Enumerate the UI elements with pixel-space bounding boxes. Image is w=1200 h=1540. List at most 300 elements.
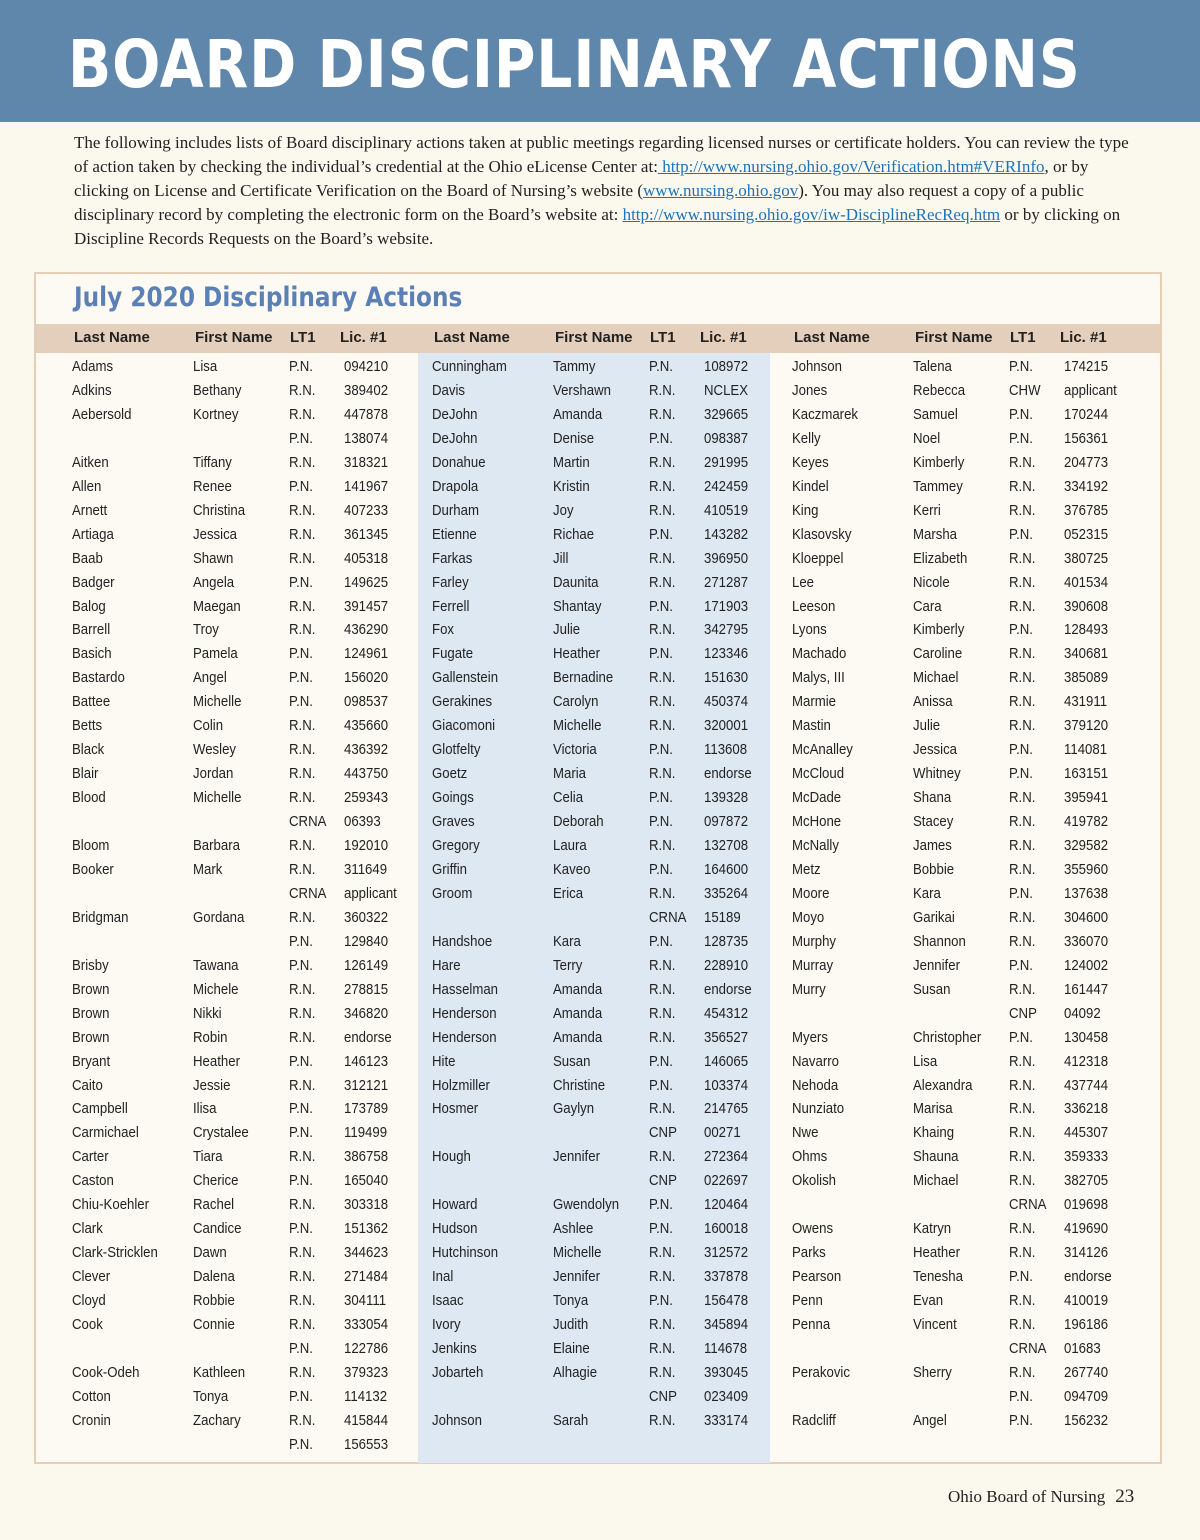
last-name: Lee [792,573,815,591]
license-type: P.N. [1009,884,1033,902]
first-name: Wesley [193,741,237,759]
license-type: R.N. [649,501,676,519]
license-type: R.N. [1009,1052,1036,1070]
table-row [36,502,1160,526]
first-name: Garikai [913,908,955,926]
last-name: Klasovsky [792,525,852,543]
last-name: King [792,501,819,519]
first-name: Troy [193,621,219,639]
table-row [36,382,1160,406]
table-row [36,813,1160,837]
license-type: R.N. [289,549,316,567]
license-number: 114132 [344,1387,388,1405]
last-name: Brown [72,1028,110,1046]
first-name: Jennifer [553,1148,600,1166]
first-name: Deborah [553,813,604,831]
last-name: Nunziato [792,1100,845,1118]
last-name: McDade [792,789,842,807]
license-type: R.N. [289,501,316,519]
license-type: P.N. [289,645,313,663]
last-name: Aitken [72,453,109,471]
license-type: P.N. [289,669,313,687]
license-type: R.N. [649,669,676,687]
first-name: Mark [193,860,223,878]
last-name: Kelly [792,429,821,447]
last-name: Brown [72,1004,110,1022]
last-name: Parks [792,1244,826,1262]
license-type: P.N. [289,1052,313,1070]
last-name: Brown [72,980,110,998]
license-number: 271484 [344,1268,389,1286]
last-name: Cunningham [432,358,507,375]
first-name: Sherry [913,1363,952,1381]
license-type: R.N. [289,789,316,807]
first-name: Lisa [193,358,218,375]
first-name: Shawn [193,549,234,567]
last-name: Malys, III [792,669,845,687]
first-name: Tawana [193,956,239,974]
license-number: 126149 [344,956,389,974]
first-name: Whitney [913,765,961,783]
table-header [36,324,1160,353]
license-number: 361345 [344,525,389,543]
license-type: P.N. [649,525,673,543]
first-name: Bobbie [913,860,955,878]
license-type: R.N. [1009,549,1036,567]
license-number: 415844 [344,1411,389,1429]
table-row [36,454,1160,478]
license-type: R.N. [1009,573,1036,591]
license-type: P.N. [649,741,673,759]
license-type: P.N. [289,477,313,495]
last-name: Radcliff [792,1411,836,1429]
license-number: 454312 [704,1004,749,1022]
license-type: R.N. [1009,908,1036,926]
license-number: 01683 [1064,1339,1101,1357]
license-type: P.N. [1009,765,1033,783]
last-name: McHone [792,813,842,831]
license-number: 171903 [704,597,749,615]
table-row [36,909,1160,933]
last-name: Blair [72,765,99,783]
last-name: Kloeppel [792,549,844,567]
last-name: Hough [432,1148,471,1166]
last-name: Caito [72,1076,103,1094]
license-type: R.N. [289,1004,316,1022]
license-type: P.N. [649,860,673,878]
license-number: 395941 [1064,789,1109,807]
first-name: Sarah [553,1411,589,1429]
license-number: 098387 [704,429,749,447]
license-number: 436290 [344,621,389,639]
license-number: 214765 [704,1100,749,1118]
license-type: P.N. [289,693,313,711]
last-name: Badger [72,573,115,591]
license-type: R.N. [1009,501,1036,519]
license-number: 052315 [1064,525,1109,543]
first-name: Angela [193,573,235,591]
first-name: Alhagie [553,1363,598,1381]
header-last-name: Last Name [434,329,510,346]
table-row [36,1148,1160,1172]
license-number: applicant [1064,381,1117,399]
first-name: Alexandra [913,1076,973,1094]
license-type: P.N. [1009,1411,1033,1429]
license-number: 335264 [704,884,749,902]
last-name: Handshoe [432,932,493,950]
table-row [36,1029,1160,1053]
table-row [36,1292,1160,1316]
license-type: R.N. [1009,1220,1036,1238]
license-number: 386758 [344,1148,389,1166]
license-number: 023409 [704,1387,749,1405]
license-type: R.N. [289,741,316,759]
verification-link[interactable]: http://www.nursing.ohio.gov/Verification.htm#VERInfo [657,157,1045,176]
license-type: P.N. [649,1052,673,1070]
license-number: 437744 [1064,1076,1109,1094]
first-name: Colin [193,717,224,735]
last-name: Howard [432,1196,478,1214]
table-row [36,717,1160,741]
last-name: Clark [72,1220,103,1238]
last-name: Navarro [792,1052,839,1070]
first-name: Amanda [553,1028,603,1046]
table-row [36,1077,1160,1101]
license-number: 173789 [344,1100,389,1118]
first-name: Nikki [193,1004,222,1022]
last-name: Johnson [792,358,842,375]
last-name: Gallenstein [432,669,499,687]
license-number: applicant [344,884,397,902]
license-number: 382705 [1064,1172,1109,1190]
license-type: P.N. [1009,405,1033,423]
table-row [36,957,1160,981]
first-name: Shannon [913,932,966,950]
license-type: R.N. [1009,669,1036,687]
license-number: 355960 [1064,860,1109,878]
license-number: 393045 [704,1363,749,1381]
first-name: Amanda [553,1004,603,1022]
license-number: 094709 [1064,1387,1109,1405]
license-type: P.N. [649,358,673,375]
license-number: 151362 [344,1220,389,1238]
license-number: 113608 [704,741,748,759]
license-type: R.N. [289,837,316,854]
first-name: Heather [193,1052,240,1070]
license-number: 114678 [704,1339,748,1357]
last-name: Johnson [432,1411,482,1429]
last-name: Holzmiller [432,1076,490,1094]
intro-text-1: The following includes lists of Board disciplinary actions taken at public meetings regarding licensed nurses or certificate holders. You can review the type of action taken by checking the individual’s credential at the Ohio eLicense Center at: [74,133,1129,176]
last-name: Jones [792,381,828,399]
last-name: Cook-Odeh [72,1363,140,1381]
license-type: CNP [649,1124,677,1142]
last-name: Carter [72,1148,109,1166]
license-number: 379323 [344,1363,389,1381]
first-name: Robbie [193,1292,235,1310]
first-name: Denise [553,429,595,447]
first-name: Julie [913,717,941,735]
intro-text-3: ). You may also request a copy of a public disciplinary record by completing the electronic form on the Board’s website at: [74,181,1084,224]
license-type: P.N. [289,1100,313,1118]
license-number: 156361 [1064,429,1109,447]
first-name: Tammy [553,358,596,375]
license-number: 272364 [704,1148,749,1166]
table-row [36,837,1160,861]
header-last-name: Last Name [74,329,150,346]
first-name: Julie [553,621,581,639]
license-number: 312121 [344,1076,389,1094]
first-name: Kristin [553,477,590,495]
license-number: 022697 [704,1172,749,1190]
last-name: Gregory [432,837,480,854]
first-name: Victoria [553,741,597,759]
first-name: Jessica [913,741,958,759]
last-name: Booker [72,860,114,878]
last-name: Durham [432,501,479,519]
last-name: Griffin [432,860,467,878]
license-type: R.N. [1009,477,1036,495]
license-number: 450374 [704,693,749,711]
license-number: 137638 [1064,884,1109,902]
table-row [36,406,1160,430]
last-name: Carmichael [72,1124,139,1142]
license-number: 163151 [1064,765,1109,783]
license-type: P.N. [1009,1028,1033,1046]
table-row [36,621,1160,645]
license-type: P.N. [289,1435,313,1453]
license-type: R.N. [289,765,316,783]
license-type: P.N. [289,1172,313,1190]
first-name: Tonya [193,1387,229,1405]
table-row [36,550,1160,574]
license-type: R.N. [1009,645,1036,663]
license-number: 267740 [1064,1363,1109,1381]
last-name: Isaac [432,1292,464,1310]
license-number: 170244 [1064,405,1109,423]
license-type: R.N. [289,453,316,471]
first-name: Tammey [913,477,963,495]
table-row [36,741,1160,765]
license-type: P.N. [1009,1268,1033,1286]
page-banner [0,0,1200,122]
last-name: Henderson [432,1004,497,1022]
license-number: 333174 [704,1411,749,1429]
license-number: 06393 [344,813,381,831]
license-type: R.N. [289,1028,316,1046]
license-type: P.N. [1009,1387,1033,1405]
license-number: 128493 [1064,621,1109,639]
license-number: endorse [704,765,752,783]
license-number: 156478 [704,1292,749,1310]
license-type: R.N. [1009,837,1036,854]
license-number: 391457 [344,597,389,615]
first-name: Judith [553,1316,589,1333]
license-type: R.N. [649,1268,676,1286]
last-name: DeJohn [432,429,478,447]
license-number: 318321 [344,453,389,471]
license-number: 149625 [344,573,389,591]
first-name: Dawn [193,1244,227,1262]
first-name: Heather [553,645,600,663]
license-number: 390608 [1064,597,1109,615]
license-type: R.N. [289,1244,316,1262]
last-name: Chiu-Koehler [72,1196,150,1214]
license-number: 228910 [704,956,749,974]
table-row [36,574,1160,598]
last-name: Keyes [792,453,829,471]
license-type: R.N. [649,549,676,567]
last-name: Giacomoni [432,717,496,735]
license-type: R.N. [289,1196,316,1214]
last-name: Cook [72,1316,103,1333]
last-name: Metz [792,860,821,878]
license-type: R.N. [1009,1172,1036,1190]
license-number: 132708 [704,837,749,854]
header-lt1: LT1 [650,329,676,346]
license-type: R.N. [289,1292,316,1310]
license-number: 174215 [1064,358,1109,375]
license-type: P.N. [289,1124,313,1142]
license-number: 396950 [704,549,749,567]
license-number: 15189 [704,908,741,926]
license-type: R.N. [289,621,316,639]
license-number: 401534 [1064,573,1109,591]
license-type: R.N. [289,405,316,423]
first-name: Kimberly [913,453,965,471]
license-type: P.N. [289,429,313,447]
last-name: Murry [792,980,826,998]
license-type: CNP [649,1387,677,1405]
last-name: Aebersold [72,405,132,423]
last-name: Bastardo [72,669,125,687]
license-type: P.N. [649,1196,673,1214]
page-number: 23 [1115,1486,1135,1507]
license-number: 376785 [1064,501,1109,519]
license-number: 278815 [344,980,389,998]
license-number: 00271 [704,1124,741,1142]
license-number: 360322 [344,908,389,926]
first-name: Dalena [193,1268,235,1286]
license-number: 04092 [1064,1004,1101,1022]
license-number: 146065 [704,1052,749,1070]
discipline-records-link[interactable]: http://www.nursing.ohio.gov/iw-DisciplineRecReq.htm [622,205,1001,224]
first-name: Tiffany [193,453,232,471]
first-name: Jessica [193,525,238,543]
last-name: Bloom [72,837,110,854]
license-number: 151630 [704,669,749,687]
license-type: R.N. [1009,860,1036,878]
first-name: Erica [553,884,584,902]
last-name: Caston [72,1172,114,1190]
first-name: Noel [913,429,941,447]
license-number: 320001 [704,717,749,735]
license-type: R.N. [289,525,316,543]
first-name: Elaine [553,1339,590,1357]
license-number: 164600 [704,860,749,878]
last-name: Perakovic [792,1363,850,1381]
license-number: 304600 [1064,908,1109,926]
first-name: Rachel [193,1196,235,1214]
first-name: Stacey [913,813,954,831]
license-type: R.N. [289,908,316,926]
license-number: 311649 [344,860,388,878]
last-name: Henderson [432,1028,497,1046]
first-name: Tenesha [913,1268,963,1286]
last-name: Kaczmarek [792,405,859,423]
first-name: Jordan [193,765,234,783]
last-name: Lyons [792,621,827,639]
license-number: 410519 [704,501,749,519]
license-type: CRNA [289,813,327,831]
first-name: Cherice [193,1172,239,1190]
license-type: P.N. [1009,525,1033,543]
license-type: R.N. [649,381,676,399]
license-number: 129840 [344,932,389,950]
intro-text-2: , or by clicking on License and Certificate Verification on the Board of Nursing’s website ( [74,157,1089,200]
first-name: Kimberly [913,621,965,639]
first-name: Maegan [193,597,241,615]
license-type: P.N. [649,789,673,807]
last-name: Hosmer [432,1100,479,1118]
license-type: P.N. [649,813,673,831]
table-row [36,1124,1160,1148]
last-name: Battee [72,693,111,711]
first-name: Renee [193,477,232,495]
first-name: Samuel [913,405,958,423]
license-number: 336218 [1064,1100,1109,1118]
last-name: Cotton [72,1387,111,1405]
last-name: DeJohn [432,405,478,423]
first-name: Candice [193,1220,242,1238]
first-name: Susan [913,980,951,998]
license-type: R.N. [289,860,316,878]
first-name: Crystalee [193,1124,249,1142]
last-name: Hare [432,956,461,974]
license-type: R.N. [649,693,676,711]
license-type: P.N. [649,1220,673,1238]
license-number: 379120 [1064,717,1109,735]
license-type: P.N. [289,358,313,375]
first-name: Angel [193,669,227,687]
license-number: 139328 [704,789,749,807]
first-name: Jessie [193,1076,231,1094]
license-number: 098537 [344,693,389,711]
first-name: Zachary [193,1411,241,1429]
license-number: 128735 [704,932,749,950]
license-type: R.N. [649,1004,676,1022]
first-name: Khaing [913,1124,955,1142]
license-type: R.N. [1009,693,1036,711]
license-type: P.N. [649,645,673,663]
license-number: 412318 [1064,1052,1109,1070]
license-number: 345894 [704,1316,749,1333]
license-number: 291995 [704,453,749,471]
license-type: R.N. [649,884,676,902]
board-website-link[interactable]: www.nursing.ohio.gov [643,181,799,200]
section-title: July 2020 Disciplinary Actions [74,282,463,313]
license-number: 156020 [344,669,389,687]
license-number: 097872 [704,813,749,831]
license-type: R.N. [649,1148,676,1166]
first-name: Kortney [193,405,239,423]
first-name: Michelle [553,717,602,735]
first-name: Heather [913,1244,960,1262]
license-number: 435660 [344,717,389,735]
intro-paragraph [74,131,1134,251]
last-name: Bryant [72,1052,111,1070]
first-name: Christine [553,1076,606,1094]
